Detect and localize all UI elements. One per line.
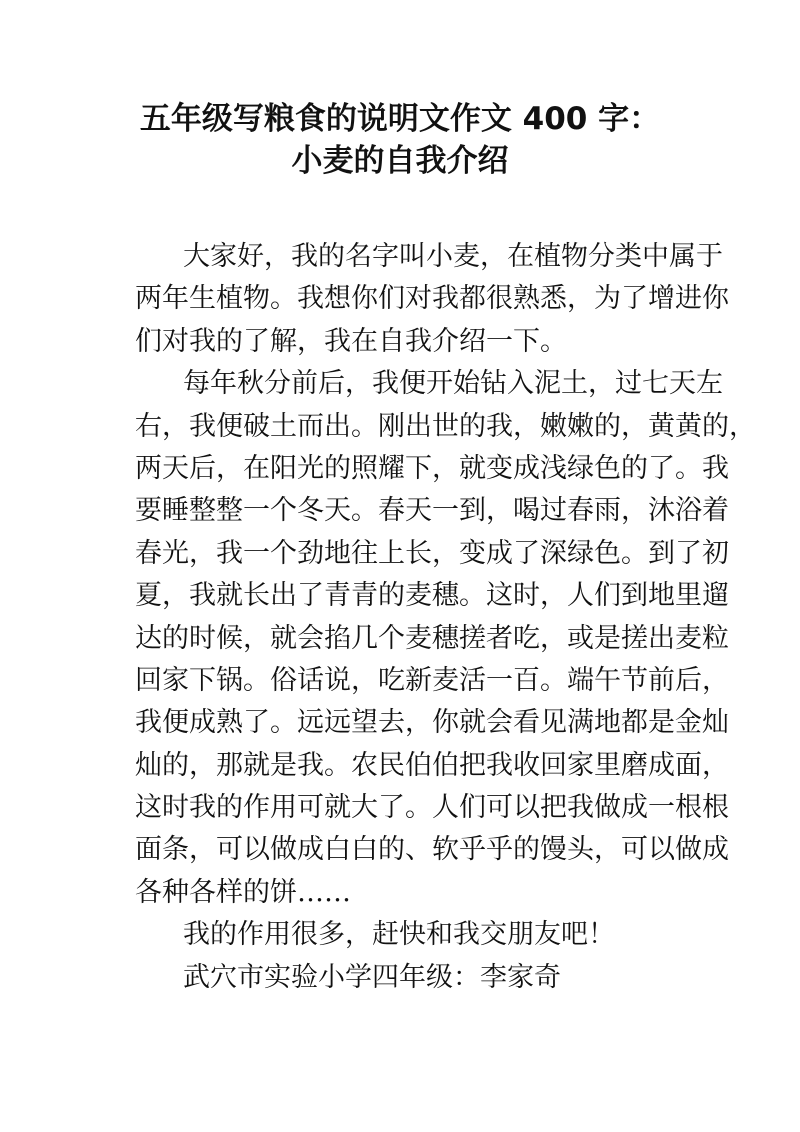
paragraph-line: 武穴市实验小学四年级：李家奇 xyxy=(183,961,561,993)
paragraph-line: 回家下锅。俗话说，吃新麦活一百。端午节前后， xyxy=(135,664,729,696)
paragraph-line: 夏，我就长出了青青的麦穗。这时，人们到地里遛 xyxy=(135,580,729,612)
paragraph-line: 右，我便破土而出。刚出世的我，嫩嫩的，黄黄的， xyxy=(135,410,756,442)
paragraph xyxy=(135,236,729,363)
paragraph-line: 这时我的作用可就大了。人们可以把我做成一根根 xyxy=(135,792,729,824)
paragraph xyxy=(135,363,756,914)
paragraph-line: 每年秋分前后，我便开始钻入泥土，过七天左 xyxy=(183,368,723,400)
paragraph-line: 要睡整整一个冬天。春天一到，喝过春雨，沐浴着 xyxy=(135,495,729,527)
paragraph-line: 我便成熟了。远远望去，你就会看见满地都是金灿 xyxy=(135,707,729,739)
paragraph xyxy=(135,957,667,999)
paragraph-line: 达的时候，就会掐几个麦穗搓者吃，或是搓出麦粒 xyxy=(135,622,729,654)
title-line-2: 小麦的自我介绍 xyxy=(291,143,509,179)
paragraph-line: 大家好，我的名字叫小麦，在植物分类中属于 xyxy=(183,241,723,272)
paragraph-line: 们对我的了解，我在自我介绍一下。 xyxy=(135,325,567,357)
paragraph-line: 面条，可以做成白白的、软乎乎的馒头，可以做成 xyxy=(135,834,729,866)
paragraph-line: 两年生植物。我想你们对我都很熟悉，为了增进你 xyxy=(135,283,729,315)
paragraph-line: 灿的，那就是我。农民伯伯把我收回家里磨成面， xyxy=(135,749,729,781)
paragraph-line: 各种各样的饼…… xyxy=(135,876,351,908)
title-line-1: 五年级写粮食的说明文作文 400 字： xyxy=(139,101,661,137)
document-body xyxy=(135,236,756,999)
paragraph-line: 我的作用很多，赶快和我交朋友吧！ xyxy=(183,919,615,951)
document-title xyxy=(0,98,800,182)
paragraph xyxy=(135,914,667,956)
paragraph-line: 两天后，在阳光的照耀下，就变成浅绿色的了。我 xyxy=(135,452,729,484)
paragraph-line: 春光，我一个劲地往上长，变成了深绿色。到了初 xyxy=(135,537,729,569)
